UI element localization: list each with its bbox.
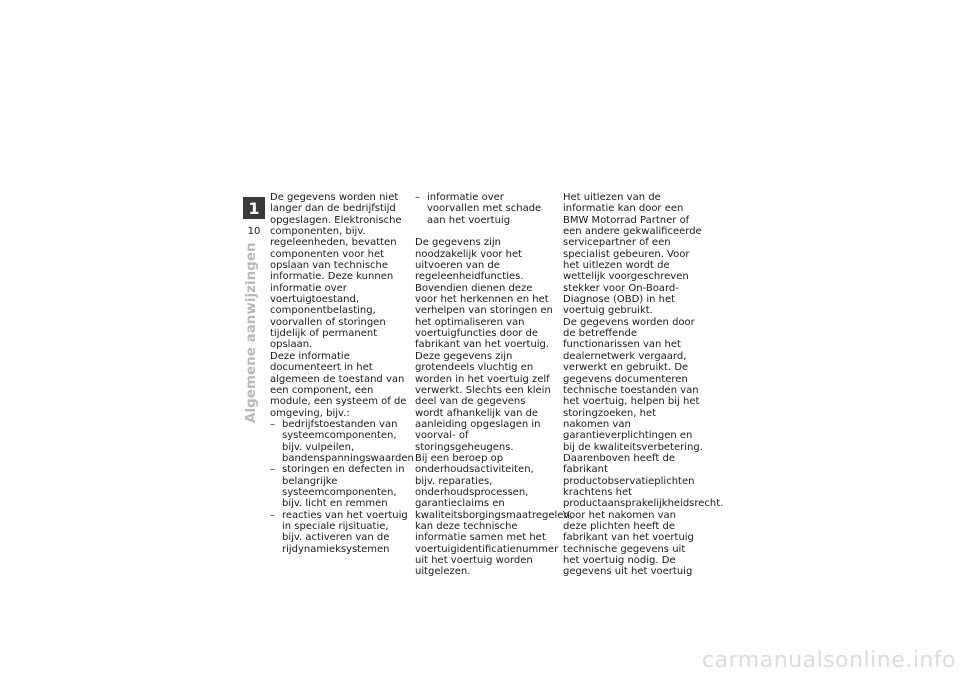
chapter-title-vertical: Algemene aanwijzingen [243,242,259,423]
list-item: – storingen en defecten in belangrijke systeemcomponenten, bijv. licht en remmen [270,464,410,509]
chapter-number-badge: 1 [243,197,265,219]
text-column-3 [563,192,724,578]
list-item: – bedrijfstoestanden van systeemcomponenten, bijv. vulpeilen, bandenspanningswaarden [270,419,410,464]
page-number: 10 [247,226,261,237]
paragraph-readout: Het uitlezen van de informatie kan door een BMW Motorrad Partner of een andere gekwalificeerde servicepartner of een specialist gebeuren. Voor het uitlezen wordt de wettelijk voorgeschreven stekker voor On-Board-Diagnose (OBD) in het voertuig gebruikt. [563,192,702,317]
paragraph-intro: De gegevens worden niet langer dan de bedrijfstijd opgeslagen. Elektronische componenten, bijv. regeleenheden, bevatten componenten voor het opslaan van technische informatie. Deze kunnen informatie over voertuigtoestand, componentbelasting, voorvallen of storingen tijdelijk of permanent opslaan. [270,192,402,351]
watermark: carmanualsonline.info [702,648,956,673]
list-item: – informatie over voorvallen met schade aan het voertuig [415,192,557,226]
paragraph-manufacturer: Daarenboven heeft de fabrikant productobservatieplichten krachtens het productaansprakelijkheidsrecht. Voor het nakomen van deze plichten heeft de fabrikant van het voertuig technische gegevens uit het voertuig nodig. De gegevens uit het voertuig [563,452,724,578]
paragraph-maintenance: Bij een beroep op onderhoudsactiviteiten, bijv. reparaties, onderhoudsprocessen, garantieclaims en kwaliteitsborgingsmaatregelen, kan deze technische informatie samen met het voertuigidentificatienummer uit het voertuig worden uitgelezen. [415,452,573,578]
list-item: – reacties van het voertuig in speciale rijsituatie, bijv. activeren van de rijdynamieksystemen [270,510,410,555]
text-column-2 [415,192,573,578]
paragraph-necessity: De gegevens zijn noodzakelijk voor het uitvoeren van de regeleenheidfuncties. Bovendien dienen deze voor het herkennen en het verhelpen van storingen en het optimaliseren van voertuigfuncties door de fabrikant van het voertuig. [415,237,553,351]
paragraph-volatile: Deze gegevens zijn grotendeels vluchtig en worden in het voertuig zelf verwerkt. Slechts een klein deel van de gegevens wordt afhankelijk van de aanleiding opgeslagen in voorval- of storingsgeheugens. [415,350,551,453]
paragraph-dealer: De gegevens worden door de betreffende functionarissen van het dealernetwerk vergaard, verwerkt en gebruikt. De gegevens documenteren technische toestanden van het voertuig, helpen bij het storingzoeken, het nakomen van garantieverplichtingen en bij de kwaliteitsverbetering. [563,316,703,453]
paragraph-documentation: Deze informatie documenteert in het algemeen de toestand van een component, een module, een systeem of de omgeving, bijv.: [270,350,407,419]
text-column-1 [270,192,414,555]
